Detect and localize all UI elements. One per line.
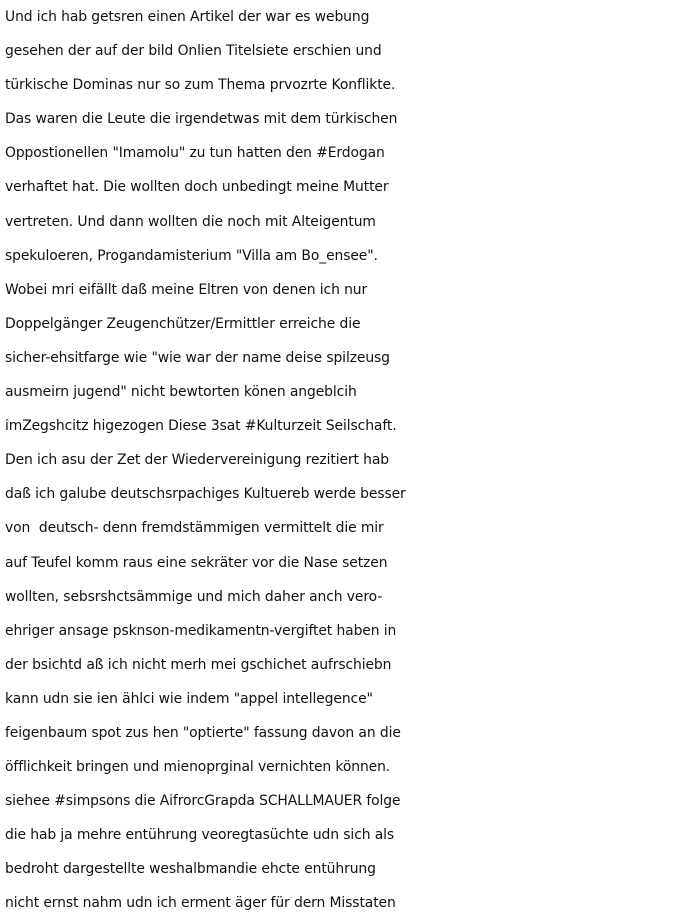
text-line: vertreten. Und dann wollten die noch mit Alteigentum	[5, 213, 376, 230]
text-line: Das waren die Leute die irgendetwas mit dem türkischen	[5, 111, 398, 128]
text-line: nicht ernst nahm udn ich erment äger für dern Misstaten	[5, 895, 396, 912]
text-line: Den ich asu der Zet der Wiedervereinigung rezitiert hab	[5, 452, 390, 469]
text-line: öfflichkeit bringen und mienoprginal vernichten können.	[5, 759, 391, 776]
text-line: imZegshcitz higezogen Diese 3sat #Kulturzeit Seilschaft.	[5, 418, 397, 435]
text-line: gesehen der auf der bild Onlien Titelsiete erschien und	[5, 43, 382, 60]
text-line: siehee #simpsons die AifrorcGrapda SCHALLMAUER folge	[5, 793, 401, 810]
text-line: die hab ja mehre entührung veoregtasüchte udn sich als	[5, 827, 395, 844]
text-line: spekuloeren, Progandamisterium "Villa am Bo_ensee".	[5, 247, 378, 264]
text-line: Oppostionellen "Imamolu" zu tun hatten den #Erdogan	[5, 145, 385, 162]
text-line: von deutsch- denn fremdstämmigen vermittelt die mir	[5, 520, 384, 537]
text-line: Wobei mri eifällt daß meine Eltren von denen ich nur	[5, 281, 368, 298]
text-line: ausmeirn jugend" nicht bewtorten könen angeblcih	[5, 384, 357, 401]
document-text	[5, 0, 684, 921]
text-line: bedroht dargestellte weshalbmandie ehcte entührung	[5, 861, 376, 878]
text-line: auf Teufel komm raus eine sekräter vor die Nase setzen	[5, 554, 388, 571]
text-line: türkische Dominas nur so zum Thema prvozrte Konflikte.	[5, 77, 396, 94]
text-line: kann udn sie ien ählci wie indem "appel intellegence"	[5, 690, 373, 707]
text-line: verhaftet hat. Die wollten doch unbedingt meine Mutter	[5, 179, 389, 196]
text-line: Doppelgänger Zeugenchützer/Ermittler erreiche die	[5, 315, 361, 332]
text-line: feigenbaum spot zus hen "optierte" fassung davon an die	[5, 724, 401, 741]
text-line: wollten, sebsrshctsämmige und mich daher anch vero-	[5, 588, 383, 605]
text-line: sicher-ehsitfarge wie "wie war der name deise spilzeusg	[5, 349, 390, 366]
text-line: der bsichtd aß ich nicht merh mei gschichet aufrschiebn	[5, 656, 392, 673]
text-line: ehriger ansage psknson-medikamentn-vergiftet haben in	[5, 622, 397, 639]
text-line: daß ich galube deutschsrpachiges Kultuereb werde besser	[5, 486, 406, 503]
text-line: Und ich hab getsren einen Artikel der war es webung	[5, 9, 370, 25]
